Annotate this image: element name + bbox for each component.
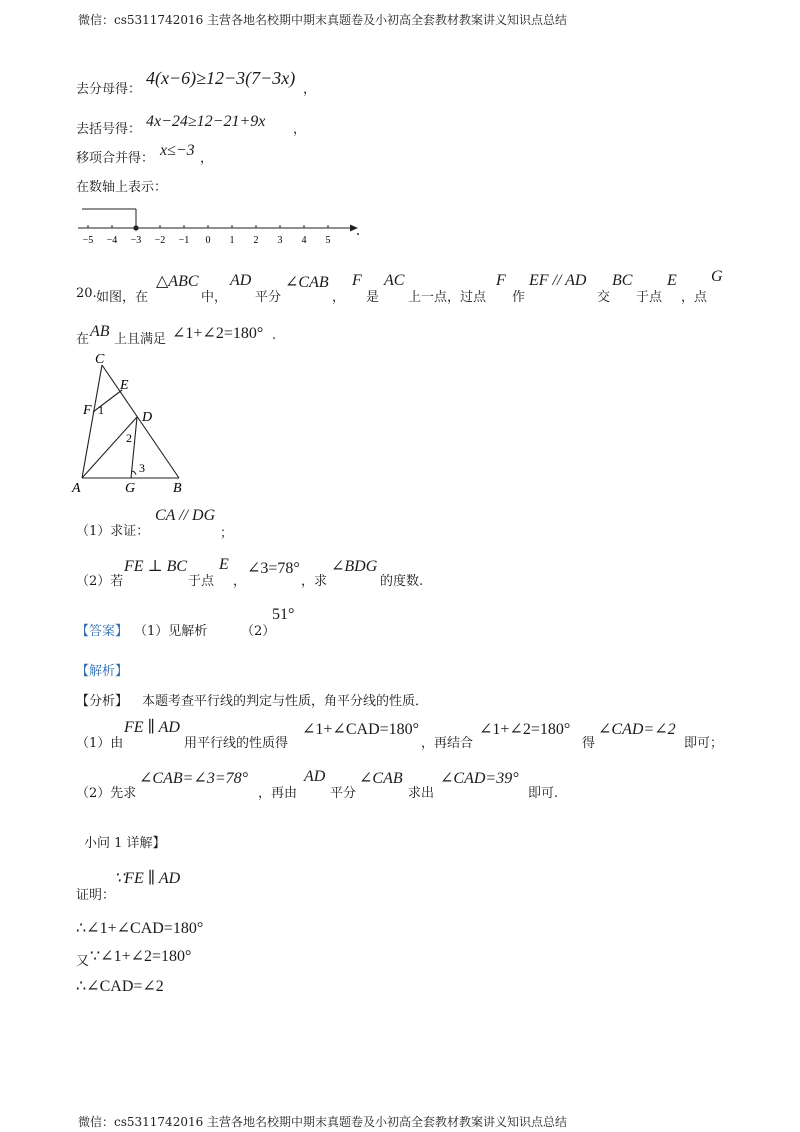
q2-math-angle3: ∠3=78° xyxy=(247,560,300,577)
label-d: D xyxy=(142,410,153,425)
detail-title: 小问 1 详解】 xyxy=(84,836,166,851)
problem-math-condition: ∠1+∠2=180° xyxy=(172,325,264,342)
analysis-text: 平分 xyxy=(330,786,357,801)
problem-text: 如图，在 xyxy=(96,290,149,305)
problem-text: 交 xyxy=(597,290,611,305)
answer-tag: 【答案】 xyxy=(76,624,129,639)
q2-math-perpendicular: FE ⊥ BC xyxy=(124,558,188,575)
page-header: 微信：cs5311742016 主营各地名校期中期末真题卷及小初高全套教材教案讲义知识点总结 xyxy=(78,13,568,27)
problem-math-angle-cab: ∠CAB xyxy=(285,274,329,291)
proof-label: 证明： xyxy=(76,888,116,903)
analysis-math: ∠CAB xyxy=(359,770,403,787)
analysis-math: ∠1+∠2=180° xyxy=(479,721,571,738)
fenxi-text: 本题考查平行线的判定与性质，角平分线的性质． xyxy=(142,694,429,709)
number-line-period: . xyxy=(356,222,360,239)
analysis-math: ∠CAB=∠3=78° xyxy=(139,770,249,787)
answer-part2-label: （2） xyxy=(241,624,276,639)
tick-label: −3 xyxy=(130,235,142,246)
proof-line-2: ∵∠1+∠2=180° xyxy=(90,948,192,965)
analysis-text: ，再由 xyxy=(258,786,298,801)
analysis-math: AD xyxy=(304,768,326,785)
tick-label: 2 xyxy=(253,235,259,246)
q2-math-angle-bdg: ∠BDG xyxy=(331,558,378,575)
problem-math-e: E xyxy=(667,272,677,289)
tick-label: 4 xyxy=(301,235,307,246)
label-c: C xyxy=(95,352,105,367)
q2-text: ， xyxy=(233,574,247,589)
analysis-math: ∠1+∠CAD=180° xyxy=(302,721,420,738)
step-numberline-label: 在数轴上表示： xyxy=(76,180,168,195)
analysis-text: （1）由 xyxy=(76,736,124,751)
q1-math: CA // DG xyxy=(155,507,216,524)
number-line xyxy=(70,200,370,252)
step-brackets-math: 4x−24≥12−21+9x xyxy=(146,113,266,130)
problem-math-f: F xyxy=(352,272,362,289)
label-f: F xyxy=(83,403,92,418)
q2-text: 于点 xyxy=(188,574,215,589)
step-denominator-label: 去分母得： xyxy=(76,82,142,97)
label-a: A xyxy=(72,481,81,495)
proof-line-1: ∴∠1+∠CAD=180° xyxy=(76,920,204,937)
analysis-math: ∠CAD=39° xyxy=(440,770,519,787)
step-denominator-tail: ， xyxy=(303,82,317,97)
q2-math-e: E xyxy=(219,556,229,573)
triangle-figure xyxy=(60,345,220,495)
problem-number: 20. xyxy=(76,286,97,301)
problem-math-ad: AD xyxy=(230,272,252,289)
problem-text: 于点 xyxy=(636,290,663,305)
label-angle-3: 3 xyxy=(139,461,145,475)
analysis-math: ∠CAD=∠2 xyxy=(598,721,676,738)
proof-premise: ∵FE ∥ AD xyxy=(114,870,181,887)
problem-text: 平分 xyxy=(255,290,282,305)
q1-label: （1）求证： xyxy=(76,524,150,539)
q2-text: 的度数. xyxy=(380,574,424,589)
problem-math-bc: BC xyxy=(612,272,633,289)
problem-text: 是 xyxy=(366,290,380,305)
tick-label: −5 xyxy=(82,235,94,246)
proof-line-3: ∴∠CAD=∠2 xyxy=(76,978,164,995)
tick-label: −4 xyxy=(106,235,118,246)
problem-text: 作 xyxy=(512,290,526,305)
label-angle-2: 2 xyxy=(126,431,132,445)
step-brackets-label: 去括号得： xyxy=(76,122,142,137)
step-combine-math: x≤−3 xyxy=(160,142,195,159)
answer-part2-value: 51° xyxy=(272,606,295,623)
tick-label: −2 xyxy=(154,235,166,246)
label-g: G xyxy=(125,481,136,495)
tick-label: 5 xyxy=(325,235,331,246)
problem-math-ef-parallel-ad: EF // AD xyxy=(529,272,587,289)
analysis-text: （2）先求 xyxy=(76,786,137,801)
analysis-text: ，再结合 xyxy=(421,736,474,751)
q2-text: ，求 xyxy=(301,574,328,589)
q1-tail: ； xyxy=(220,526,234,541)
problem-math-ac: AC xyxy=(384,272,405,289)
tick-label: 0 xyxy=(205,235,211,246)
problem-text: 上一点，过点 xyxy=(408,290,487,305)
problem-math-g: G xyxy=(711,268,723,285)
q2-label: （2）若 xyxy=(76,574,124,589)
proof-line-2-prefix: 又 xyxy=(76,954,90,969)
tick-label: 1 xyxy=(229,235,235,246)
problem-math-triangle: △ABC xyxy=(156,273,199,290)
problem-math-ab: AB xyxy=(90,323,110,340)
step-brackets-tail: ， xyxy=(293,122,307,137)
analysis-text: 用平行线的性质得 xyxy=(184,736,289,751)
problem-math-f: F xyxy=(496,272,506,289)
analysis-tag: 【解析】 xyxy=(76,664,129,679)
problem-text: 上且满足 xyxy=(114,332,167,347)
problem-text: 在 xyxy=(76,332,90,347)
problem-text: . xyxy=(272,328,277,343)
analysis-math: FE ∥ AD xyxy=(124,719,180,736)
analysis-text: 求出 xyxy=(408,786,435,801)
analysis-text: 即可. xyxy=(528,786,559,801)
step-denominator-math: 4(x−6)≥12−3(7−3x) xyxy=(146,68,296,88)
label-b: B xyxy=(173,481,182,495)
problem-text: ， xyxy=(332,290,346,305)
tick-label: −1 xyxy=(178,235,190,246)
problem-text: 中， xyxy=(201,290,228,305)
tick-label: 3 xyxy=(277,235,283,246)
answer-part1: （1）见解析 xyxy=(134,624,208,639)
problem-text: ，点 xyxy=(681,290,708,305)
analysis-text: 即可； xyxy=(684,736,724,751)
step-combine-label: 移项合并得： xyxy=(76,151,155,166)
page-footer: 微信：cs5311742016 主营各地名校期中期末真题卷及小初高全套教材教案讲义知识点总结 xyxy=(78,1115,568,1129)
analysis-text: 得 xyxy=(582,736,596,751)
step-combine-tail: ， xyxy=(200,151,214,166)
fenxi-tag: 【分析】 xyxy=(76,694,129,709)
label-angle-1: 1 xyxy=(98,403,104,417)
label-e: E xyxy=(120,378,129,393)
